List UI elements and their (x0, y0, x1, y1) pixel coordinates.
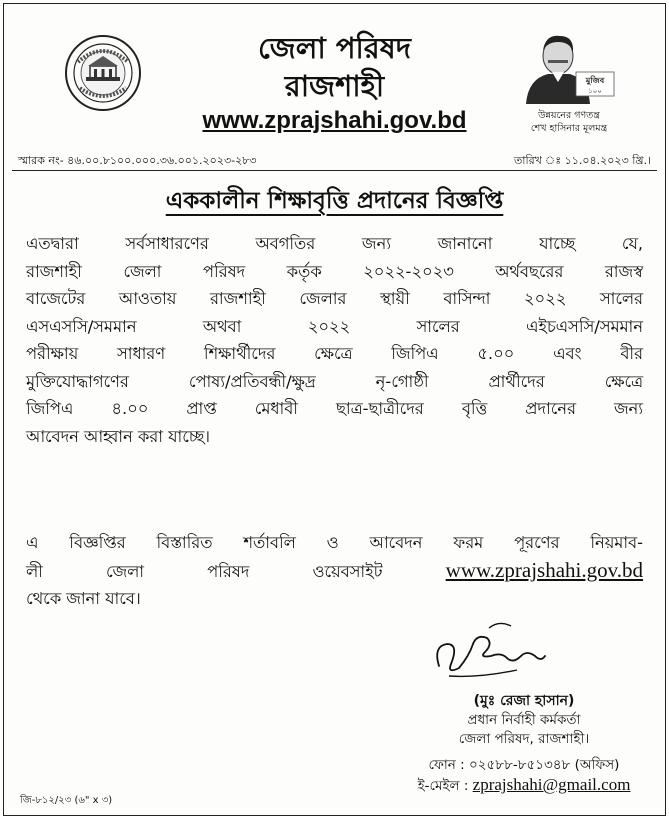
notice-page (3, 3, 666, 816)
website-url-link[interactable]: www.zprajshahi.gov.bd (445, 557, 643, 582)
notice-date: তারিখ ঃ ১১.০৪.২০২৩ খ্রি.। (514, 154, 651, 167)
notice-title (4, 182, 665, 221)
paragraph-line: মুক্তিযোদ্ধাগণের পোষ্য/প্রতিবন্ধী/ক্ষুদ্র নৃ-গোষ্ঠী প্রার্থীদের ক্ষেত্রে (26, 371, 643, 391)
portrait-caption-line1: উন্নয়নের গণতন্ত্র (538, 110, 600, 121)
signatory-email (384, 775, 664, 796)
signature (429, 616, 549, 686)
paragraph-line: পরীক্ষায় সাধারণ শিক্ষার্থীদের ক্ষেত্রে জিপিএ ৫.০০ এবং বীর (26, 344, 643, 363)
paragraph-line: এ বিজ্ঞপ্তির বিস্তারিত শর্তাবলি ও আবেদন ফরম পূরণের নিয়মাব- (26, 533, 643, 552)
website-link[interactable]: www.zprajshahi.gov.bd (202, 107, 467, 134)
portrait-caption-line2: শেখ হাসিনার মূলমন্ত্র (530, 123, 608, 134)
email-label: ই-মেইল : (417, 778, 469, 794)
portrait-mujib-borsho-logo (508, 24, 618, 108)
divider (12, 170, 657, 171)
paragraph-line: আবেদন আহ্বান করা যাচ্ছে। (26, 426, 210, 446)
signatory-phone: ফোন : ০২৫৮৮-৮৫১৩৪৮ (অফিস) (428, 757, 620, 773)
paragraph-line-text: লী জেলা পরিষদ ওয়েবসাইট (26, 561, 383, 581)
paragraph-line-with-url (26, 557, 643, 586)
notice-paragraph-1 (26, 230, 643, 450)
paragraph-line: বাজেটের আওতায় রাজশাহী জেলার স্থায়ী বাসিন্দা ২০২২ সালের (26, 289, 643, 308)
paragraph-line: এতদ্বারা সর্বসাধারণের অবগতির জন্য জানানো যাচ্ছে যে, (26, 234, 643, 253)
signatory-name: (মুঃ রেজা হাসান) (473, 693, 575, 709)
notice-title-text: এককালীন শিক্ষাবৃত্তি প্রদানের বিজ্ঞপ্তি (165, 188, 504, 214)
print-code: জি-৮১২/২৩ (৬" x ৩) (20, 795, 113, 806)
signatory-designation: প্রধান নির্বাহী কর্মকর্তা (467, 712, 581, 728)
district-title: রাজশাহী (284, 69, 385, 103)
paragraph-line: জিপিএ ৪.০০ প্রাপ্ত মেধাবী ছাত্র-ছাত্রীদের বৃত্তি প্রদানের জন্য (26, 399, 643, 418)
paragraph-line: থেকে জানা যাবে। (26, 589, 141, 608)
paragraph-line: এসএসসি/সমমান অথবা ২০২২ সালের এইচএসসি/সমমান (26, 316, 643, 336)
signatory-office: জেলা পরিষদ, রাজশাহী। (458, 731, 590, 747)
notice-paragraph-2 (26, 529, 643, 613)
email-link[interactable]: zprajshahi@gmail.com (472, 775, 631, 794)
office-title: জেলা পরিষদ (258, 31, 411, 65)
paragraph-line: রাজশাহী জেলা পরিষদ কর্তৃক ২০২২-২০২৩ অর্থবছরের রাজস্ব (26, 261, 643, 281)
svg-text:১০০: ১০০ (588, 87, 602, 95)
svg-text:মুজিব: মুজিব (585, 76, 605, 85)
memo-number: স্মারক নং- ৪৬.০০.৮১০০.০০০.৩৬.০০১.২০২৩-২৮৩ (18, 154, 257, 167)
